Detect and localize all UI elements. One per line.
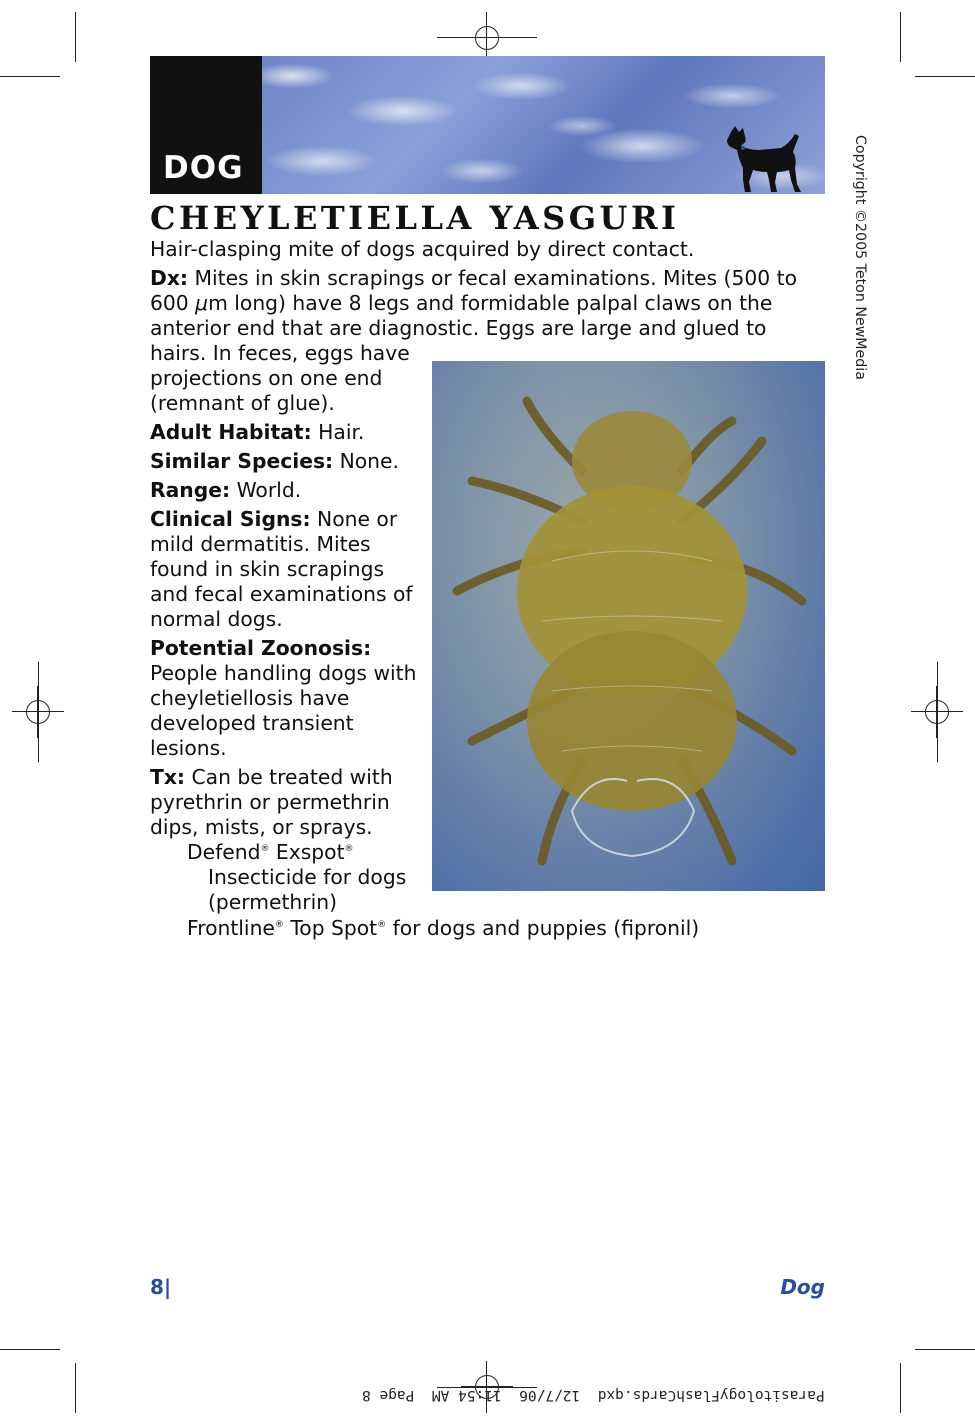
registered-mark: ® <box>260 844 270 854</box>
registration-mark-right <box>911 686 963 738</box>
treatment-label: Tx: <box>150 765 186 789</box>
habitat-label: Adult Habitat: <box>150 420 312 444</box>
product-defend <box>150 840 425 865</box>
copyright-text: Copyright ©2005 Teton NewMedia <box>852 135 868 380</box>
crop-mark <box>900 12 901 62</box>
diagnosis-text-1: Mites in skin scrapings or fecal examinations. Mites (500 to <box>188 266 797 290</box>
diagnosis-line-2 <box>150 291 830 316</box>
crop-mark <box>915 1349 975 1350</box>
crop-mark <box>0 1349 60 1350</box>
zoonosis-paragraph <box>150 636 425 761</box>
category-label: DOG <box>163 150 244 186</box>
treatment-paragraph <box>150 765 425 840</box>
page-number <box>150 1275 171 1299</box>
zoonosis-label: Potential Zoonosis: <box>150 636 372 660</box>
habitat-value: Hair. <box>311 420 365 444</box>
diagnosis-section <box>150 266 830 341</box>
range-paragraph <box>150 478 425 503</box>
similar-species-paragraph <box>150 449 425 474</box>
crop-mark <box>915 76 975 77</box>
diagnosis-text-2b: m long) have 8 legs and formidable palpal claws on the <box>208 291 773 315</box>
product-frontline-name2: Top Spot <box>283 916 378 940</box>
crop-mark <box>0 76 60 77</box>
product-defend-name: Defend <box>187 840 261 864</box>
details-column <box>150 341 425 915</box>
mu-symbol: μ <box>195 291 209 315</box>
registered-mark: ® <box>274 920 284 930</box>
page-number-bar: | <box>163 1275 172 1299</box>
dog-icon <box>723 124 807 194</box>
crop-mark <box>900 1363 901 1413</box>
zoonosis-value: People handling dogs with cheyletiellosis have developed transient lesions. <box>150 661 417 760</box>
mite-illustration <box>432 361 825 891</box>
category-banner <box>150 56 825 194</box>
crop-mark <box>75 1363 76 1413</box>
diagnosis-line-1 <box>150 266 830 291</box>
habitat-paragraph <box>150 420 425 445</box>
clinical-signs-value: None or mild dermatitis. Mites found in skin scrapings and fecal examinations of normal dogs. <box>150 507 413 631</box>
diagnosis-line-3: anterior end that are diagnostic. Eggs are large and glued to <box>150 316 767 340</box>
range-value: World. <box>230 478 302 502</box>
diagnosis-label: Dx: <box>150 266 189 290</box>
product-defend-description: Insecticide for dogs (permethrin) <box>208 865 407 914</box>
page-number-value: 8 <box>150 1275 164 1299</box>
range-label: Range: <box>150 478 231 502</box>
species-title: CHEYLETIELLA YASGURI <box>150 199 680 237</box>
product-frontline <box>187 916 699 941</box>
registration-mark-left <box>12 686 64 738</box>
mite-photo <box>432 361 825 891</box>
similar-species-label: Similar Species: <box>150 449 334 473</box>
similar-species-value: None. <box>333 449 399 473</box>
registered-mark: ® <box>344 844 354 854</box>
clinical-signs-paragraph <box>150 507 425 632</box>
diagnosis-text-2a: 600 <box>150 291 196 315</box>
diagnosis-continued: hairs. In feces, eggs have projections on one end (remnant of glue). <box>150 341 410 415</box>
product-defend-name2: Exspot <box>269 840 345 864</box>
product-frontline-description: for dogs and puppies (fipronil) <box>386 916 700 940</box>
section-footer: Dog <box>780 1275 825 1299</box>
clinical-signs-label: Clinical Signs: <box>150 507 311 531</box>
product-frontline-name: Frontline <box>187 916 275 940</box>
print-slug: ParasitologyFlashCards.qxd 12/7/06 11:54 AM Page 8 <box>362 1387 825 1403</box>
copyright-notice <box>850 135 872 397</box>
species-summary: Hair-clasping mite of dogs acquired by direct contact. <box>150 237 695 261</box>
treatment-value: Can be treated with pyrethrin or permethrin dips, mists, or sprays. <box>150 765 393 839</box>
crop-mark <box>75 12 76 62</box>
registered-mark: ® <box>377 920 387 930</box>
